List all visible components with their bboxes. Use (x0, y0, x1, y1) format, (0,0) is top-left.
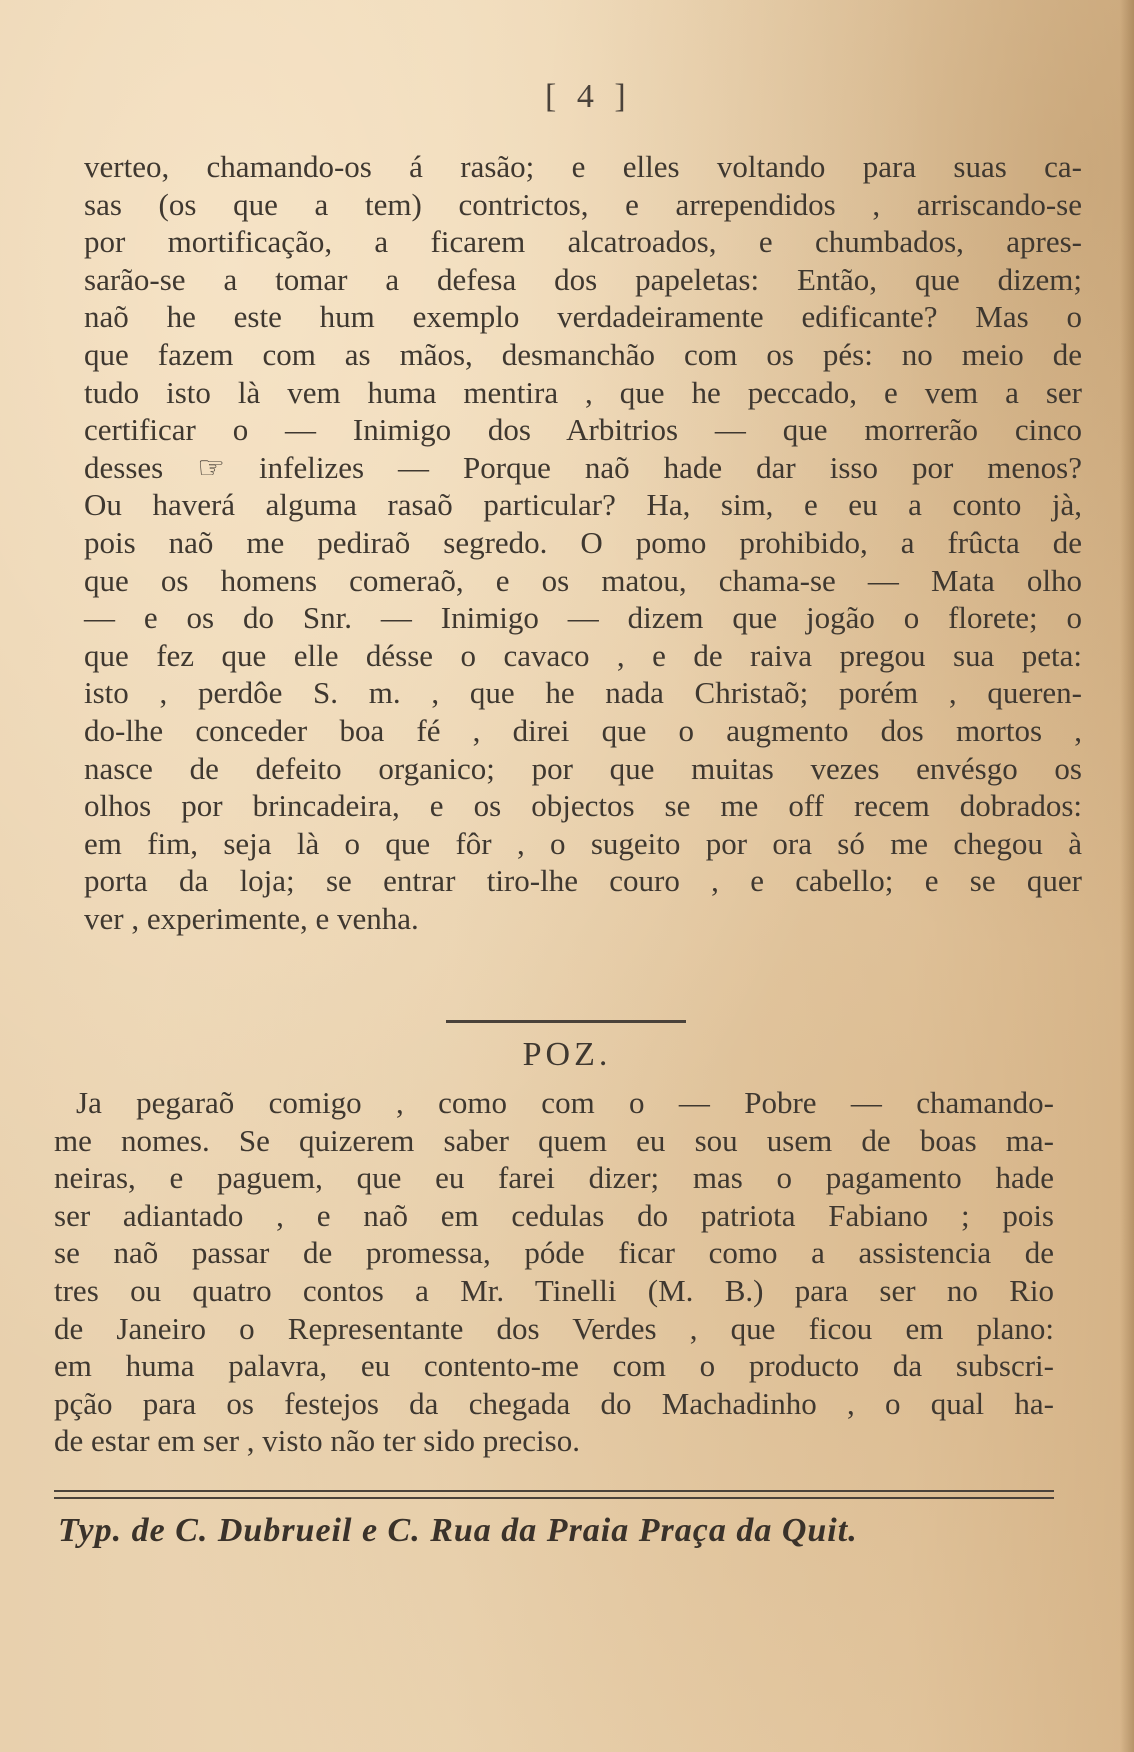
text-line: sas (os que a tem) contrictos, e arrependidos , arriscando-se (84, 186, 1082, 222)
section-divider (446, 1020, 686, 1023)
text-line: de estar em ser , visto não ter sido preciso. (54, 1423, 580, 1459)
text-line: porta da loja; se entrar tiro-lhe couro , e cabello; e se quer (84, 863, 1082, 899)
text-line: que fez que elle désse o cavaco , e de raiva pregou sua peta: (84, 637, 1082, 673)
section-title: POZ. (522, 1036, 612, 1073)
text-line: sarão-se a tomar a defesa dos papeletas: Então, que dizem; (84, 261, 1082, 297)
text-line: Ou haverá alguma rasaõ particular? Ha, sim, e eu a conto jà, (84, 487, 1082, 523)
body-paragraph (84, 148, 1082, 937)
text-line: naõ he este hum exemplo verdadeiramente edificante? Mas o (84, 299, 1082, 335)
text-line: de Janeiro o Representante dos Verdes , que ficou em plano: (54, 1310, 1054, 1346)
text-line: verteo, chamando-os á rasão; e elles voltando para suas ca- (84, 149, 1082, 184)
text-line: nasce de defeito organico; por que muitas vezes envésgo os (84, 750, 1082, 786)
page-edge-shadow (1120, 0, 1134, 1752)
text-line: em huma palavra, eu contento-me com o producto da subscri- (54, 1348, 1054, 1384)
text-line: tres ou quatro contos a Mr. Tinelli (M. B.) para ser no Rio (54, 1272, 1054, 1308)
text-line: pois naõ me pediraõ segredo. O pomo prohibido, a frûcta de (84, 524, 1082, 560)
text-line: se naõ passar de promessa, póde ficar como a assistencia de (54, 1235, 1054, 1271)
text-line: por mortificação, a ficarem alcatroados, e chumbados, apres- (84, 224, 1082, 260)
text-line: — e os do Snr. — Inimigo — dizem que jogão o florete; o (84, 600, 1082, 636)
text-line: olhos por brincadeira, e os objectos se me off recem dobrados: (84, 788, 1082, 824)
text-line: isto , perdôe S. m. , que he nada Christaõ; porém , queren- (84, 675, 1082, 711)
text-line: desses ☞ infelizes — Porque naõ hade dar isso por menos? (84, 449, 1082, 485)
text-line: certificar o — Inimigo dos Arbitrios — que morrerão cinco (84, 412, 1082, 448)
printer-colophon: Typ. de C. Dubrueil e C. Rua da Praia Praça da Quit. (58, 1512, 858, 1549)
text-line: ver , experimente, e venha. (84, 900, 419, 936)
text-line: ser adiantado , e naõ em cedulas do patriota Fabiano ; pois (54, 1197, 1054, 1233)
text-line: que os homens comeraõ, e os matou, chama-se — Mata olho (84, 562, 1082, 598)
text-line: que fazem com as mãos, desmanchão com os pés: no meio de (84, 336, 1082, 372)
colophon-rule (54, 1490, 1054, 1499)
text-line: Ja pegaraõ comigo , como com o — Pobre — chamando- (76, 1085, 1054, 1120)
section-paragraph (54, 1084, 1054, 1460)
text-line: neiras, e paguem, que eu farei dizer; mas o pagamento hade (54, 1160, 1054, 1196)
page-number: [ 4 ] (545, 78, 632, 115)
text-line: do-lhe conceder boa fé , direi que o augmento dos mortos , (84, 712, 1082, 748)
text-line: em fim, seja là o que fôr , o sugeito por ora só me chegou à (84, 825, 1082, 861)
text-line: tudo isto là vem huma mentira , que he peccado, e vem a ser (84, 374, 1082, 410)
text-line: me nomes. Se quizerem saber quem eu sou usem de boas ma- (54, 1122, 1054, 1158)
text-line: pção para os festejos da chegada do Machadinho , o qual ha- (54, 1385, 1054, 1421)
